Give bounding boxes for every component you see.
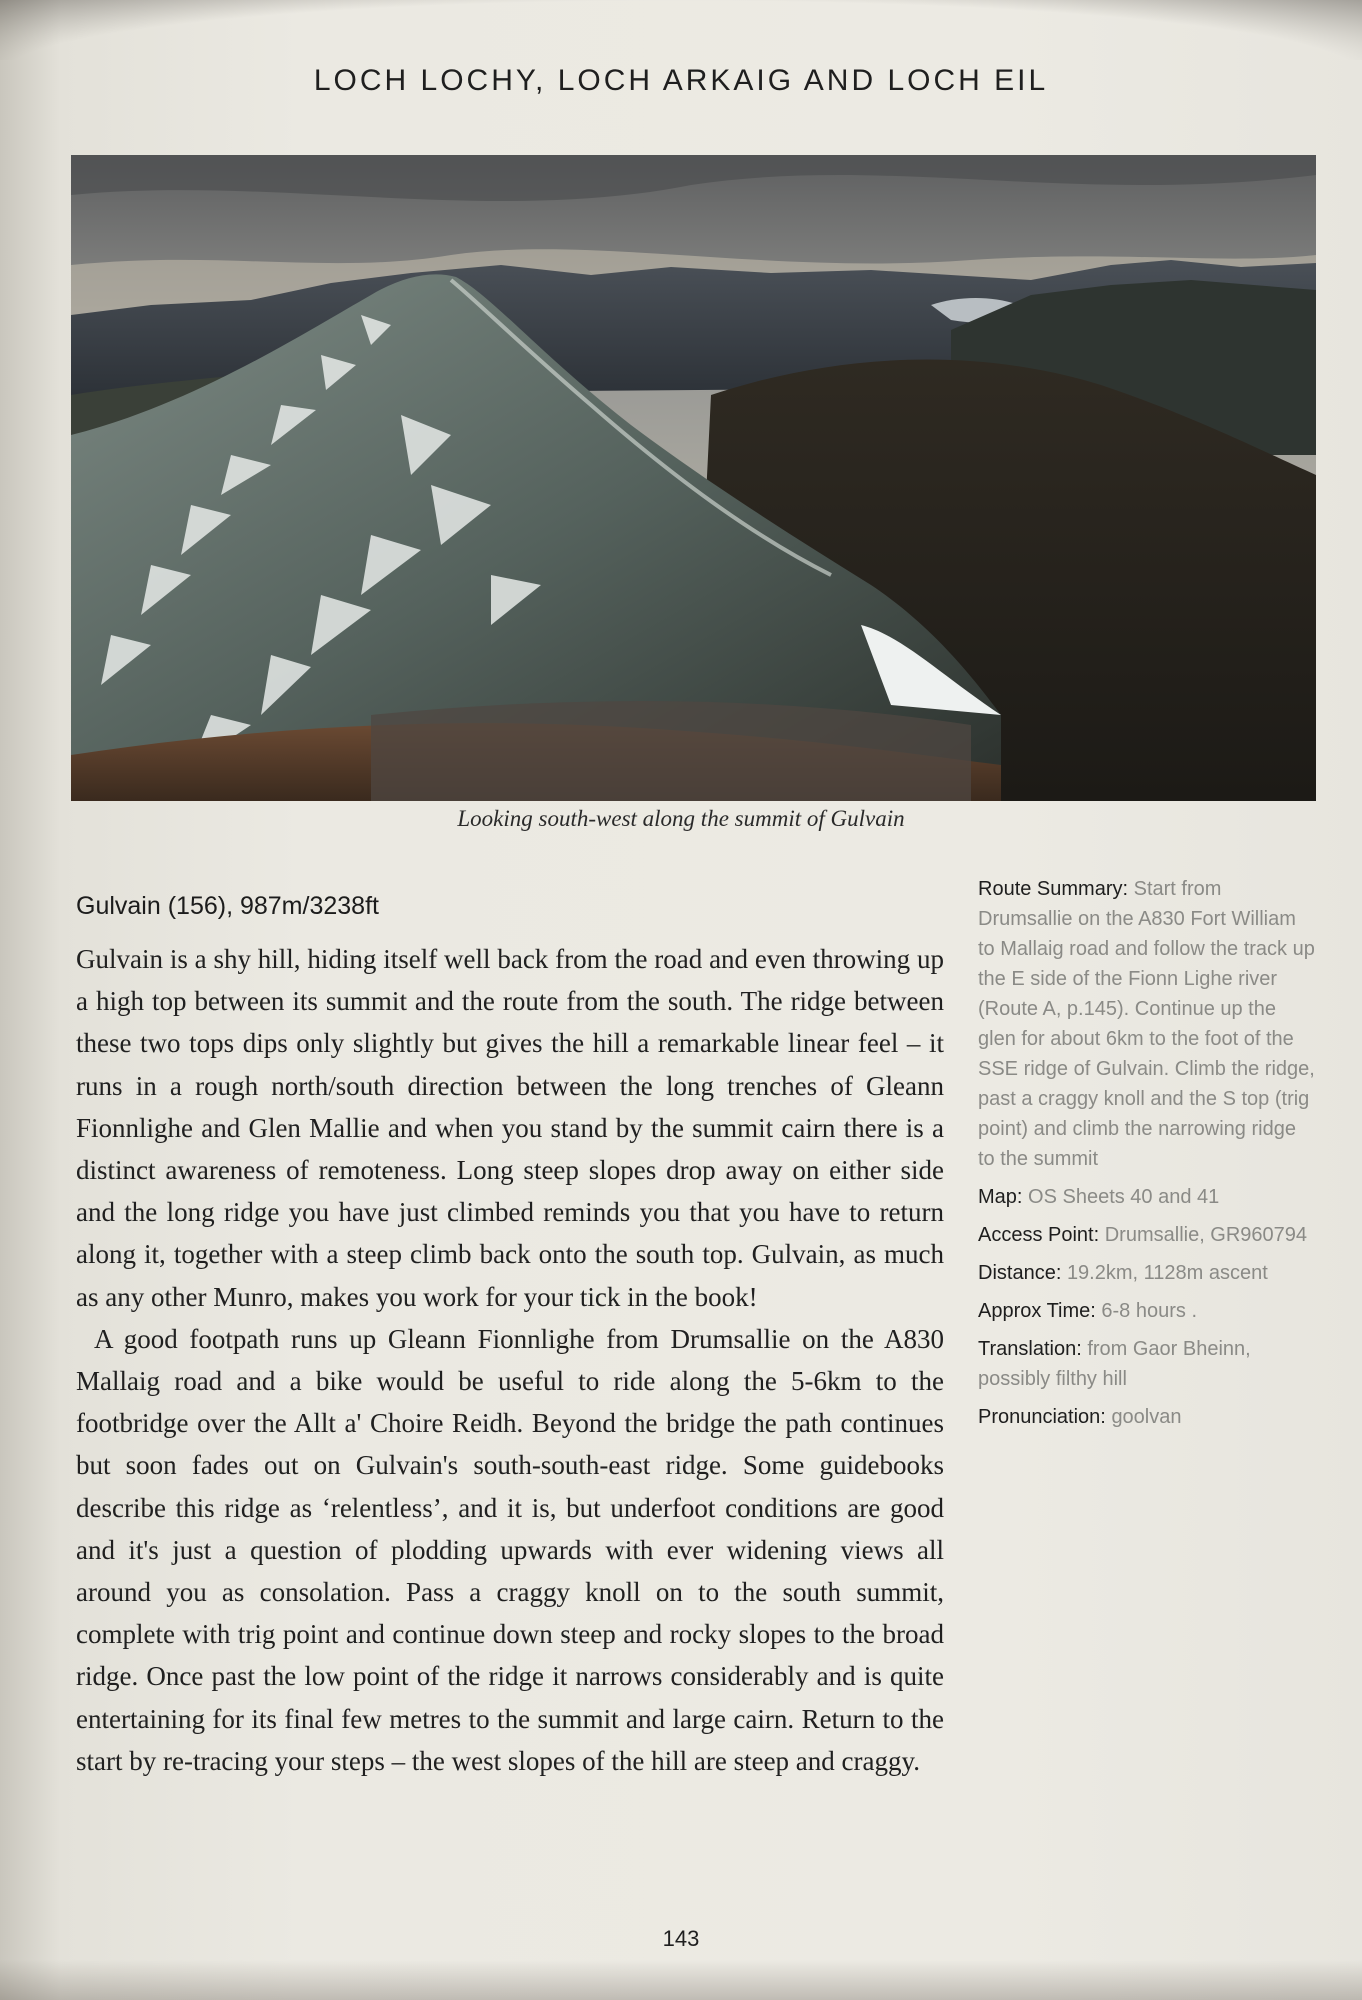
approx-time-value: 6-8 hours . [1101, 1300, 1197, 1322]
map-label: Map: [978, 1186, 1023, 1208]
pronunciation-value: goolvan [1111, 1406, 1182, 1428]
route-sidebar [978, 874, 1318, 1440]
distance-info [978, 1258, 1318, 1288]
route-summary-value: Start from Drumsallie on the A830 Fort William to Mallaig road and follow the track up the E side of the Fionn Lighe river (Route A, p.145). Continue up the glen for about 6km to the foot of the SSE ridge of Gulvain. Climb the ridge, past a craggy knoll and the S top (trig point) and climb the narrowing ridge to the summit [978, 878, 1315, 1170]
map-info [978, 1182, 1318, 1212]
route-summary-label: Route Summary: [978, 878, 1129, 900]
translation-label: Translation: [978, 1338, 1082, 1360]
mountain-ridge-image [71, 155, 1316, 801]
route-summary [978, 874, 1318, 1174]
body-paragraph: Gulvain is a shy hill, hiding itself well back from the road and even throwing up a high top between its summit and the route from the south. The ridge between these two tops dips only slightly but gives the hill a remarkable linear feel – it runs in a rough north/south direction between the long trenches of Gleann Fionnlighe and Glen Mallie and when you stand by the summit cairn there is a distinct awareness of remoteness. Long steep slopes drop away on either side and the long ridge you have just climbed reminds you that you have to return along it, together with a steep climb back onto the south top. Gulvain, as much as any other Munro, makes you work for your tick in the book! [76, 944, 944, 1312]
access-point-label: Access Point: [978, 1224, 1100, 1246]
map-value: OS Sheets 40 and 41 [1028, 1186, 1220, 1208]
body-text [76, 938, 944, 1782]
distance-value: 19.2km, 1128m ascent [1066, 1262, 1268, 1284]
photo-caption: Looking south-west along the summit of Gulvain [457, 806, 905, 831]
page-bottom-shadow [0, 1960, 1362, 2000]
approx-time-label: Approx Time: [978, 1300, 1096, 1322]
running-head: LOCH LOCHY, LOCH ARKAIG AND LOCH EIL [313, 64, 1049, 97]
access-point-value: Drumsallie, GR960794 [1104, 1224, 1308, 1246]
landscape-photo [71, 155, 1316, 801]
page-top-shadow [0, 0, 1362, 60]
body-paragraph: A good footpath runs up Gleann Fionnlighe from Drumsallie on the A830 Mallaig road and a bike would be useful to ride along the 5-6km to the footbridge over the Allt a' Choire Reidh. Beyond the bridge the path continues but soon fades out on Gulvain's south-south-east ridge. Some guidebooks describe this ridge as ‘relentless’, and it is, but underfoot conditions are good and it's just a question of plodding upwards with ever widening views all around you as consolation. Pass a craggy knoll on to the south summit, complete with trig point and continue down steep and rocky slopes to the broad ridge. Once past the low point of the ridge it narrows considerably and is quite entertaining for its final few metres to the summit and large cairn. Return to the start by re-tracing your steps – the west slopes of the hill are steep and craggy. [76, 1323, 944, 1776]
translation-info [978, 1334, 1318, 1394]
section-heading: Gulvain (156), 987m/3238ft [76, 892, 379, 920]
distance-label: Distance: [978, 1262, 1062, 1284]
pronunciation-label: Pronunciation: [978, 1406, 1106, 1428]
pronunciation-info [978, 1402, 1318, 1432]
approx-time-info [978, 1296, 1318, 1326]
translation-value: from Gaor Bheinn, possibly filthy hill [978, 1338, 1251, 1390]
page-number: 143 [662, 1926, 700, 1951]
access-point-info [978, 1220, 1318, 1250]
